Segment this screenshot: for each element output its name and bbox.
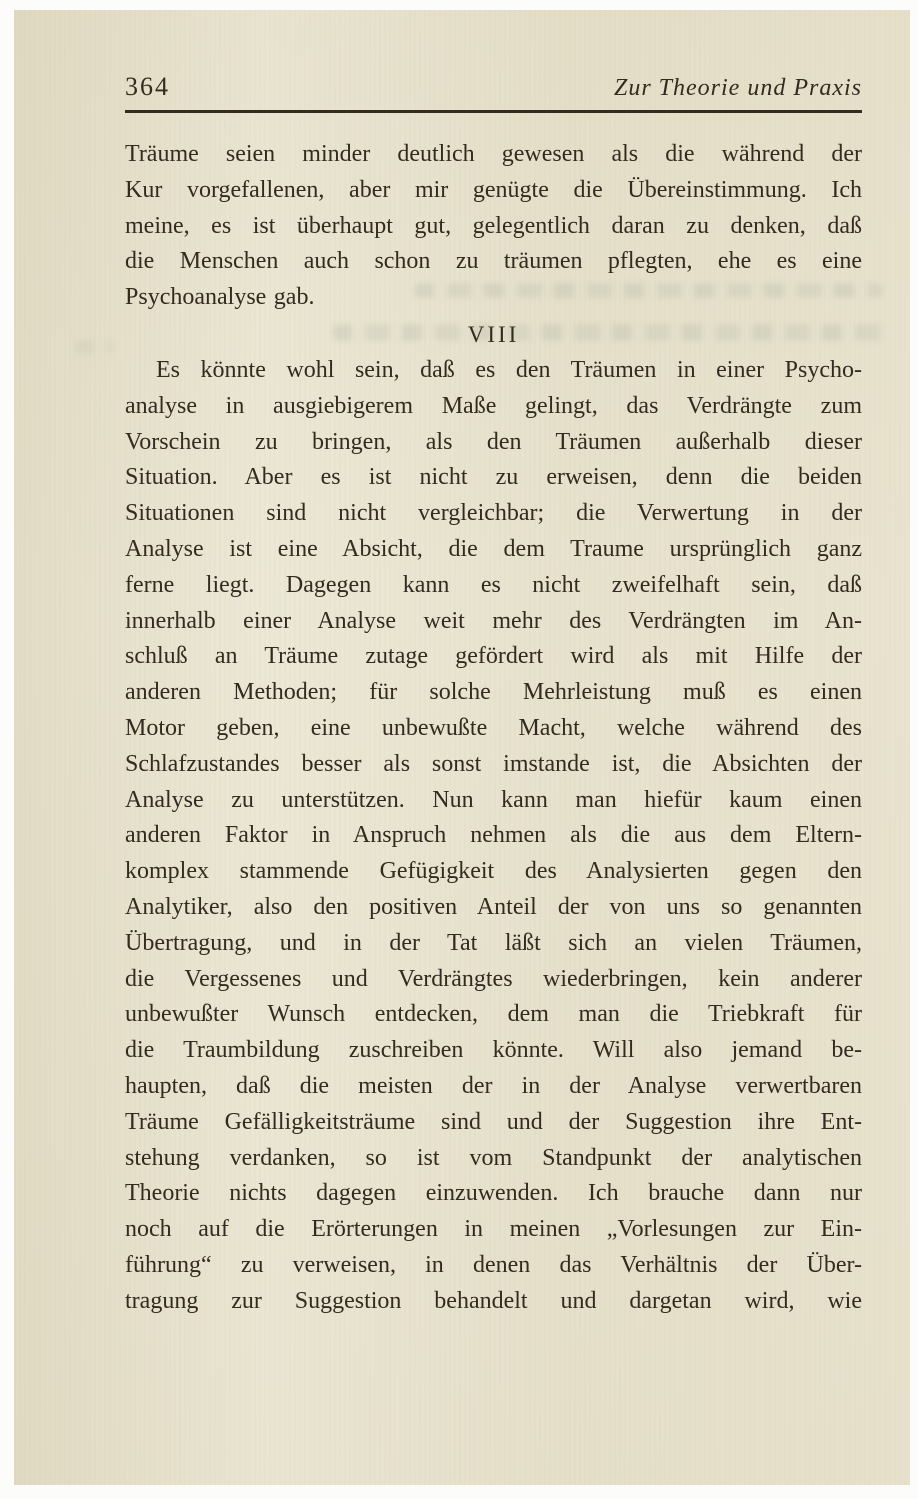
text-line: die Vergessenes und Verdrängtes wiederbringen, kein anderer [125,965,862,992]
text-line: Es könnte wohl sein, daß es den Träumen in einer Psycho- [156,356,862,383]
text-line: schluß an Träume zutage gefördert wird als mit Hilfe der [125,643,862,670]
text-line: Kur vorgefallenen, aber mir genügte die Übereinstimmung. Ich [125,176,862,203]
text-line: unbewußter Wunsch entdecken, dem man die Triebkraft für [125,1001,862,1028]
text-line: Analyse zu unterstützen. Nun kann man hiefür kaum einen [125,786,862,813]
header-rule [125,110,862,113]
text-line: anderen Methoden; für solche Mehrleistung muß es einen [125,679,862,706]
text-line: ferne liegt. Dagegen kann es nicht zweifelhaft sein, daß [125,571,862,598]
text-line: tragung zur Suggestion behandelt und dargetan wird, wie [125,1287,862,1314]
text-line: Träume Gefälligkeitsträume sind und der Suggestion ihre Ent- [125,1108,862,1135]
text-line: Situation. Aber es ist nicht zu erweisen, denn die beiden [125,464,862,491]
bleed-through-artifact [74,340,114,354]
text-line: Situationen sind nicht vergleichbar; die Verwertung in der [125,500,862,527]
text-line: Schlafzustandes besser als sonst imstande ist, die Absichten der [125,750,862,777]
text-block [125,72,862,1320]
text-line: Träume seien minder deutlich gewesen als die während der [125,141,862,167]
paragraph-before-heading [125,137,862,316]
scanned-book-page [14,10,910,1485]
text-line: anderen Faktor in Anspruch nehmen als die aus dem Eltern- [125,822,862,849]
text-line: Theorie nichts dagegen einzuwenden. Ich brauche dann nur [125,1180,862,1207]
text-line: noch auf die Erörterungen in meinen „Vorlesungen zur Ein- [125,1216,862,1243]
text-line: die Traumbildung zuschreiben könnte. Will also jemand be- [125,1037,862,1064]
running-title: Zur Theorie und Praxis [613,75,862,101]
text-line: führung“ zu verweisen, in denen das Verhältnis der Über- [125,1251,862,1278]
text-line: meine, es ist überhaupt gut, gelegentlich daran zu denken, daß [125,212,862,239]
page-number: 364 [125,72,170,101]
paragraph-after-heading [125,353,862,1320]
text-line: Psychoanalyse gab. [125,284,315,311]
text-line: stehung verdanken, so ist vom Standpunkt der analytischen [125,1144,862,1171]
text-line: Übertragung, und in der Tat läßt sich an vielen Träumen, [125,929,862,956]
body-text [125,137,862,1320]
text-line: analyse in ausgiebigerem Maße gelingt, das Verdrängte zum [125,392,862,419]
text-line: haupten, daß die meisten der in der Analyse verwertbaren [125,1072,862,1099]
text-line: komplex stammende Gefügigkeit des Analysierten gegen den [125,858,862,885]
text-line: Vorschein zu bringen, als den Träumen außerhalb dieser [125,428,862,455]
page-header [125,72,862,102]
text-line: die Menschen auch schon zu träumen pflegten, ehe es eine [125,248,862,275]
section-heading: VIII [467,321,520,347]
text-line: Motor geben, eine unbewußte Macht, welche während des [125,714,862,741]
text-line: Analytiker, also den positiven Anteil der von uns so genannten [125,893,862,920]
text-line: innerhalb einer Analyse weit mehr des Verdrängten im An- [125,607,862,634]
text-line: Analyse ist eine Absicht, die dem Traume ursprünglich ganz [125,535,862,562]
